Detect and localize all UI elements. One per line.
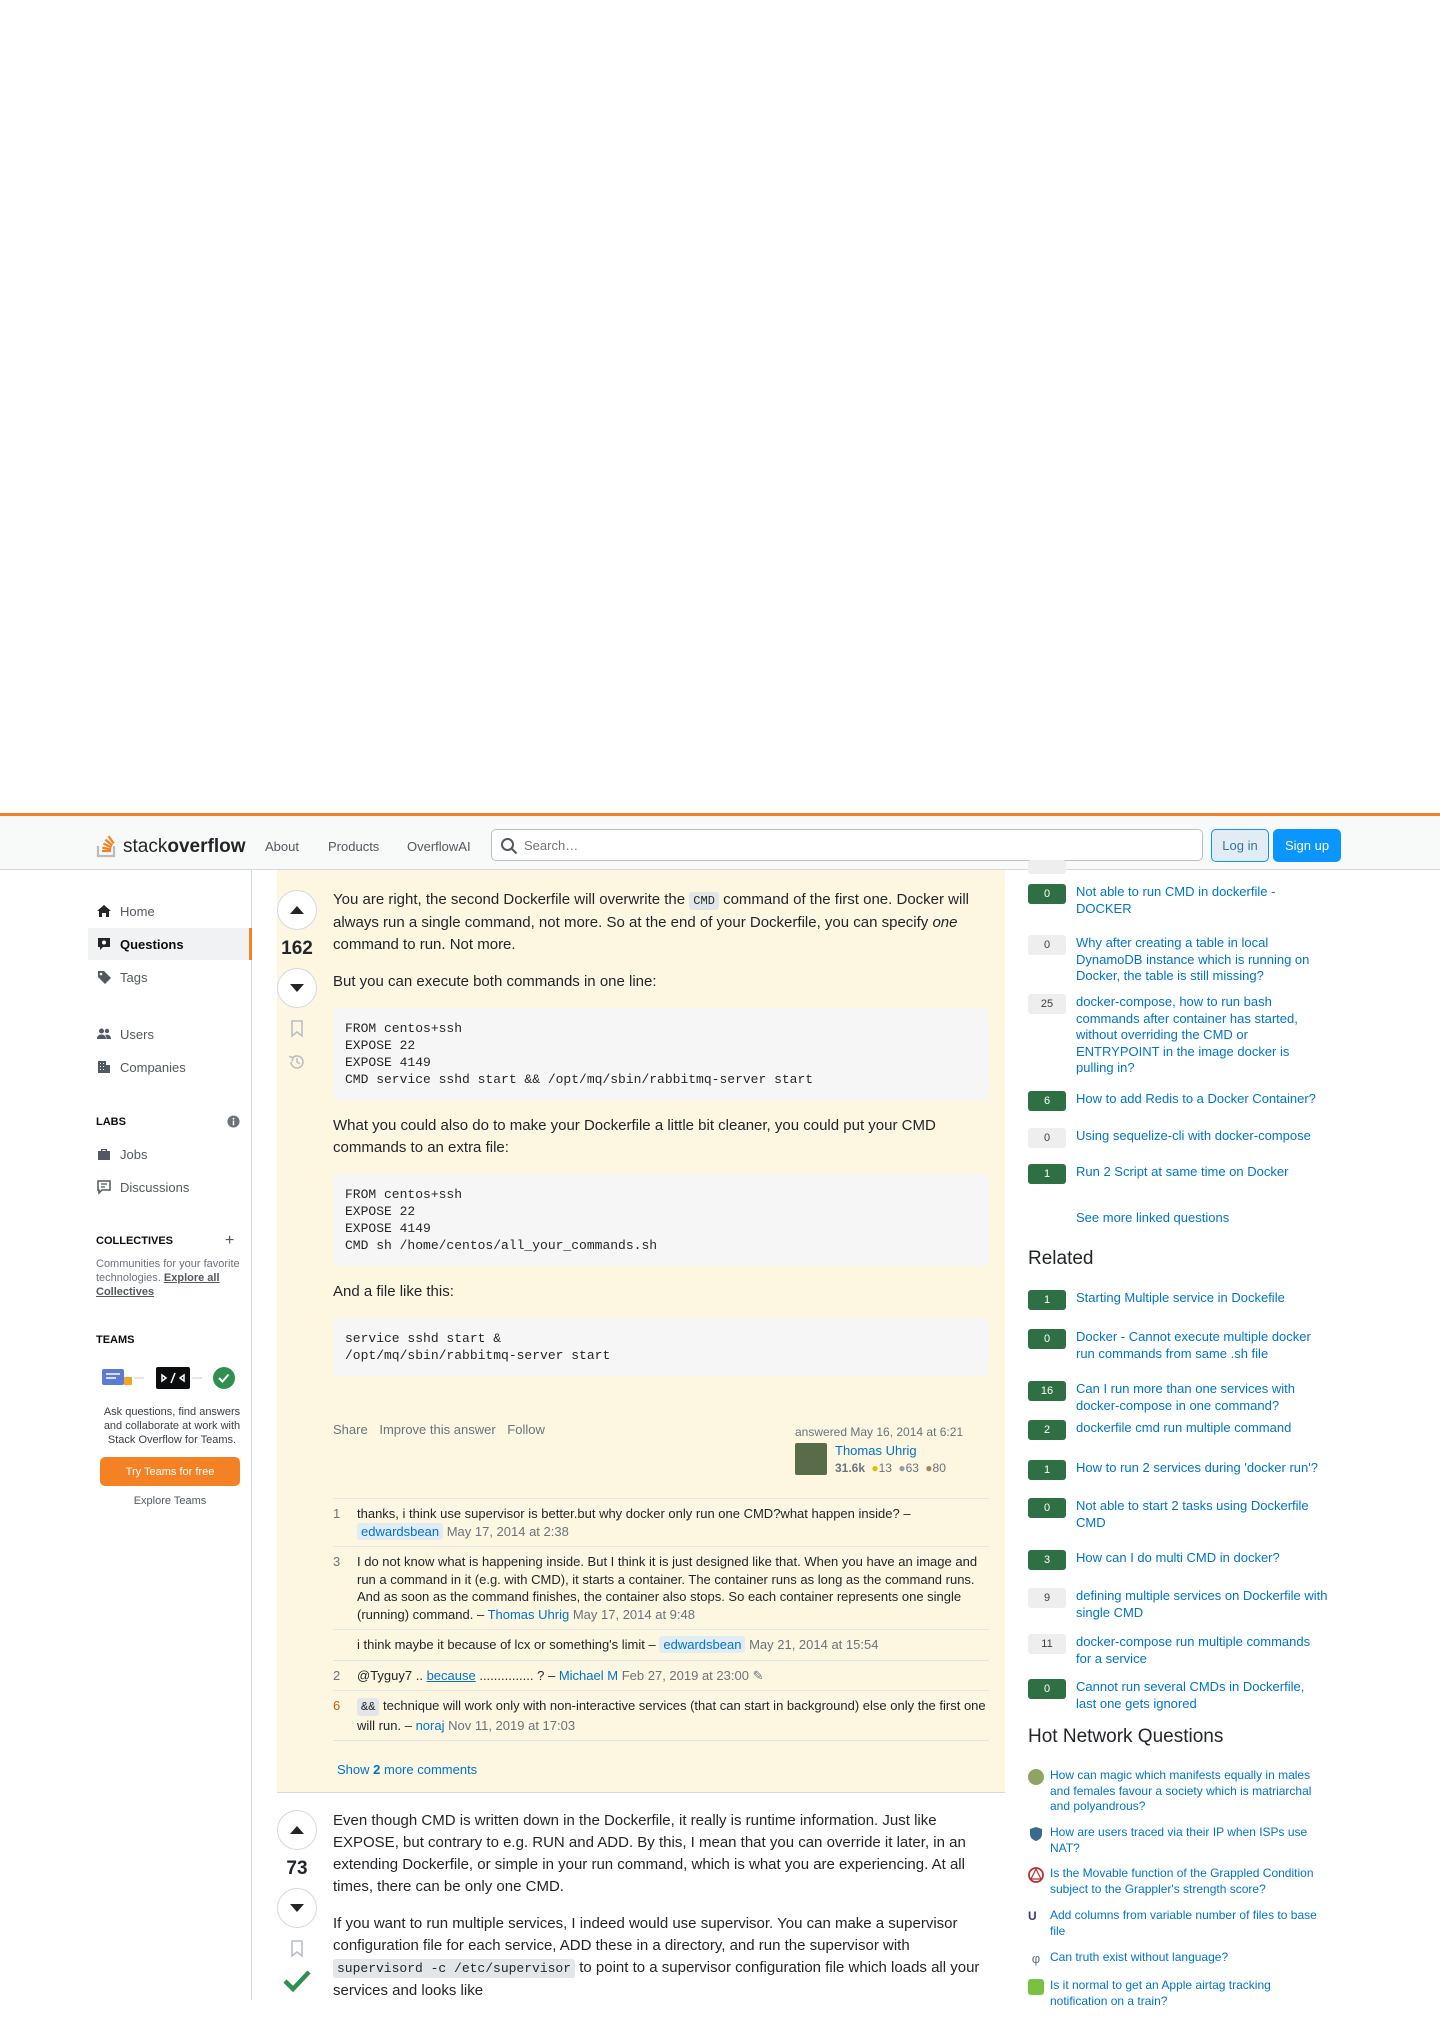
sidebar-item-tags[interactable] (88, 961, 252, 993)
user-card (795, 1425, 995, 1477)
questions-icon (96, 936, 112, 952)
comment: 3 I do not know what is happening inside. But I think it is just designed like that. When you have an image and run a command in it (e.g. with CMD), it starts a container. The container runs as long as the command runs. And as soon as the command finishes, the container also stops. So each container represents one single (running) command. – Thomas Uhrig May 17, 2014 at 9:48 (333, 1547, 989, 1630)
comment-user[interactable]: Michael M (558, 1667, 619, 1683)
comment-user[interactable]: noraj (415, 1717, 445, 1733)
hot-network-question[interactable]: How can magic which manifests equally in males and females favour a society which is matriarchal and polyandrous? (1028, 1768, 1328, 1815)
upvote-button[interactable] (277, 890, 317, 930)
linked-question[interactable]: 0 Not able to run CMD in dockerfile - DOCKER (1028, 884, 1328, 917)
arrow-up-icon (289, 1825, 305, 1835)
sidebar-item-label: Questions (120, 936, 184, 952)
sidebar-item-discussions[interactable] (88, 1171, 252, 1203)
teams-illustration (100, 1365, 240, 1391)
hot-network-question[interactable]: How are users traced via their IP when ISPs use NAT? (1028, 1825, 1328, 1856)
linked-question[interactable]: 0 Why after creating a table in local DynamoDB instance which is running on Docker, the table is still missing? (1028, 935, 1328, 985)
logo-text-light: stack (123, 836, 168, 857)
comment: 6 && technique will work only with non-interactive services (that can start in background) else only the first one will run. – noraj Nov 11, 2019 at 17:03 (333, 1691, 989, 1741)
answer-paragraph: What you could also do to make your Dockerfile a little bit cleaner, you could put your CMD commands to an extra file: (333, 1117, 936, 1156)
nav-about[interactable]: About (265, 839, 299, 854)
avatar[interactable] (795, 1443, 827, 1475)
collectives-description: Communities for your favorite technologies. Explore all Collectives (96, 1258, 240, 1298)
hot-network-heading: Hot Network Questions (1028, 1726, 1224, 1747)
hot-network-question[interactable]: Is it normal to get an Apple airtag tracking notification on a train? (1028, 1978, 1328, 2009)
vote-count: 162 (281, 938, 313, 959)
linked-question[interactable]: 1 Run 2 Script at same time on Docker (1028, 1164, 1328, 1184)
signup-button[interactable]: Sign up (1273, 829, 1341, 862)
see-more-linked[interactable]: See more linked questions (1076, 1210, 1230, 1225)
stack-logo-icon (95, 828, 119, 858)
users-icon (96, 1026, 112, 1042)
info-icon[interactable] (227, 1115, 240, 1133)
answered-date: answered May 16, 2014 at 6:21 (795, 1425, 964, 1439)
downvote-button[interactable] (277, 1888, 317, 1928)
divider (277, 1792, 1005, 1793)
arrow-up-icon (289, 905, 305, 915)
sidebar-item-companies[interactable] (88, 1051, 252, 1083)
share-link[interactable]: Share (333, 1422, 368, 1437)
comment: 1 thanks, i think use supervisor is better.but why docker only run one CMD?what happen inside? – edwardsbean May 17, 2014 at 2:38 (333, 1499, 989, 1547)
sidebar-item-label: Home (120, 903, 155, 919)
answer-paragraph: Even though CMD is written down in the Dockerfile, it really is runtime information. Just like EXPOSE, but contrary to e.g. RUN and ADD. By this, I mean that you can override it later, in an extending Dockerfile, or simple in your run command, which is what you are experiencing. At all times, there can be only one CMD. (333, 1812, 966, 1895)
bronze-badge-icon: ● (925, 1461, 933, 1475)
answer-paragraph: But you can execute both commands in one line: (333, 973, 657, 990)
explore-collectives-link[interactable]: Explore all Collectives (96, 1272, 220, 1298)
silver-badge-icon: ● (898, 1461, 906, 1475)
bronze-badge-count: 80 (932, 1461, 946, 1475)
comment-link[interactable]: because (426, 1667, 476, 1683)
sidebar-item-questions[interactable] (88, 928, 252, 960)
follow-link[interactable]: Follow (507, 1422, 545, 1437)
vote-count: 73 (286, 1858, 308, 1879)
collectives-heading: COLLECTIVES (96, 1235, 174, 1247)
related-question[interactable]: 1 Starting Multiple service in Dockefile (1028, 1290, 1328, 1310)
left-sidebar (88, 870, 252, 2000)
tags-icon (96, 969, 112, 985)
search-box[interactable] (491, 829, 1203, 861)
comment-user[interactable]: edwardsbean (357, 1523, 443, 1540)
companies-icon (96, 1059, 112, 1075)
philosophy-site-icon: φ (1031, 1951, 1041, 1966)
vote-cell (277, 890, 317, 1076)
bookmark-icon[interactable] (290, 1940, 304, 1963)
related-question[interactable]: 0 Not able to start 2 tasks using Dockerfile CMD (1028, 1498, 1328, 1531)
code-block: FROM centos+ssh EXPOSE 22 EXPOSE 4149 CMD service sshd start && /opt/mq/sbin/rabbitmq-server start (333, 1008, 989, 1100)
related-heading: Related (1028, 1248, 1094, 1269)
teams-description: Ask questions, find answers and collaborate at work with Stack Overflow for Teams. (103, 1406, 241, 1446)
explore-teams-link[interactable]: Explore Teams (133, 1495, 207, 1507)
linked-question[interactable]: 6 How to add Redis to a Docker Container? (1028, 1091, 1328, 1111)
show-more-comments[interactable]: Show 2 more comments (337, 1762, 478, 1777)
logo-text-bold: overflow (167, 836, 246, 857)
worldbuilding-site-icon (1028, 1769, 1044, 1785)
code-block: service sshd start & /opt/mq/sbin/rabbitmq-server start (333, 1318, 989, 1376)
briefcase-icon (96, 1146, 112, 1162)
sidebar-item-label: Companies (120, 1059, 186, 1075)
sidebar-item-home[interactable] (88, 895, 252, 927)
related-question[interactable]: 1 How to run 2 services during 'docker run'? (1028, 1460, 1328, 1480)
comment-user[interactable]: edwardsbean (659, 1636, 745, 1653)
silver-badge-count: 63 (905, 1461, 919, 1475)
login-button[interactable]: Log in (1211, 829, 1269, 862)
hot-network-question[interactable]: U Add columns from variable number of files to base file (1028, 1908, 1317, 1938)
vote-cell (277, 1810, 317, 1998)
search-icon (500, 837, 518, 855)
related-question[interactable]: 11 docker-compose run multiple commands for a service (1028, 1634, 1328, 1667)
answer-paragraph: If you want to run multiple services, I indeed would use supervisor. You can make a supervisor configuration file for each service, ADD these in a directory, and run the supervisor with supervisord -c /etc/supervisor to point to a supervisor configuration file which loads all your services and looks like (333, 1915, 980, 1999)
history-icon[interactable] (288, 1053, 306, 1076)
answer-body (333, 1810, 989, 2017)
linked-question[interactable]: 0 Using sequelize-cli with docker-compose (1028, 1128, 1328, 1148)
search-input[interactable] (524, 836, 1184, 854)
right-sidebar (1028, 870, 1348, 2008)
nav-products[interactable]: Products (328, 839, 380, 854)
related-question[interactable]: 9 defining multiple services on Dockerfile with single CMD (1028, 1588, 1328, 1621)
hot-network-question[interactable]: Is the Movable function of the Grappled Condition subject to the Grappler's strength score? (1028, 1866, 1328, 1897)
sidebar-item-label: Tags (120, 969, 148, 985)
related-question[interactable]: 3 How can I do multi CMD in docker? (1028, 1550, 1328, 1570)
add-icon[interactable]: + (225, 1232, 235, 1249)
accepted-checkmark-icon (283, 1969, 311, 1998)
gold-badge-icon: ● (871, 1461, 879, 1475)
bookmark-icon[interactable] (290, 1020, 304, 1043)
sidebar-item-label: Users (120, 1026, 154, 1042)
sidebar-item-label: Discussions (120, 1179, 190, 1195)
labs-heading: LABS (96, 1116, 126, 1128)
arrow-down-icon (289, 983, 305, 993)
main-content (277, 870, 1005, 2000)
answer-body (333, 889, 989, 1391)
home-icon (96, 903, 112, 919)
upvote-button[interactable] (277, 1810, 317, 1850)
gold-badge-count: 13 (878, 1461, 892, 1475)
hot-network-question[interactable]: φ Can truth exist without language? (1028, 1950, 1328, 1967)
answer-paragraph: You are right, the second Dockerfile will overwrite the CMD command of the first one. Docker will always run a single command, not more. So at the end of your Dockerfile, you can specify one command to run. Not more. (333, 891, 969, 953)
sidebar-item-users[interactable] (88, 1018, 252, 1050)
user-name[interactable]: Thomas Uhrig (835, 1443, 917, 1458)
comment-user[interactable]: Thomas Uhrig (487, 1606, 570, 1622)
arrow-down-icon (289, 1903, 305, 1913)
top-bar (0, 813, 1440, 870)
related-question[interactable]: 16 Can I run more than one services with docker-compose in one command? (1028, 1381, 1328, 1414)
apple-site-icon (1028, 1979, 1044, 1995)
comment: i think maybe it because of lcx or something's limit – edwardsbean May 21, 2014 at 15:54 (333, 1630, 989, 1661)
linked-question[interactable]: 25 docker-compose, how to run bash commands after container has started, without overriding the CMD or ENTRYPOINT in the image docker is pulling in? (1028, 994, 1328, 1077)
related-question[interactable]: 0 Cannot run several CMDs in Dockerfile, last one gets ignored (1028, 1679, 1328, 1712)
discussions-icon (96, 1179, 112, 1195)
unix-site-icon: U (1028, 1909, 1037, 1923)
sidebar-item-jobs[interactable] (88, 1138, 252, 1170)
nav-overflowai[interactable]: OverflowAI (407, 839, 471, 854)
security-site-icon (1028, 1826, 1044, 1842)
comment: 2 @Tyguy7 .. because ............... ? – Michael M Feb 27, 2019 at 23:00 ✎ (333, 1661, 989, 1692)
related-question[interactable]: 2 dockerfile cmd run multiple command (1028, 1420, 1328, 1440)
linked-count-partial (1028, 860, 1066, 874)
code-block: FROM centos+ssh EXPOSE 22 EXPOSE 4149 CMD sh /home/centos/all_your_commands.sh (333, 1174, 989, 1266)
try-teams-button[interactable]: Try Teams for free (100, 1457, 240, 1486)
related-question[interactable]: 0 Docker - Cannot execute multiple docker run commands from same .sh file (1028, 1329, 1328, 1362)
sidebar-item-label: Jobs (120, 1146, 148, 1162)
edit-icon[interactable]: ✎ (752, 1667, 764, 1683)
post-menu (333, 1422, 553, 1437)
downvote-button[interactable] (277, 968, 317, 1008)
stackoverflow-logo[interactable] (95, 828, 245, 858)
answer-accepted-highlighted (277, 870, 1005, 1792)
comments-list (333, 1498, 989, 1741)
teams-heading: TEAMS (96, 1334, 135, 1346)
rpg-site-icon (1028, 1867, 1044, 1883)
reputation: 31.6k (835, 1461, 866, 1475)
improve-answer-link[interactable]: Improve this answer (379, 1422, 496, 1437)
answer-paragraph: And a file like this: (333, 1283, 454, 1300)
